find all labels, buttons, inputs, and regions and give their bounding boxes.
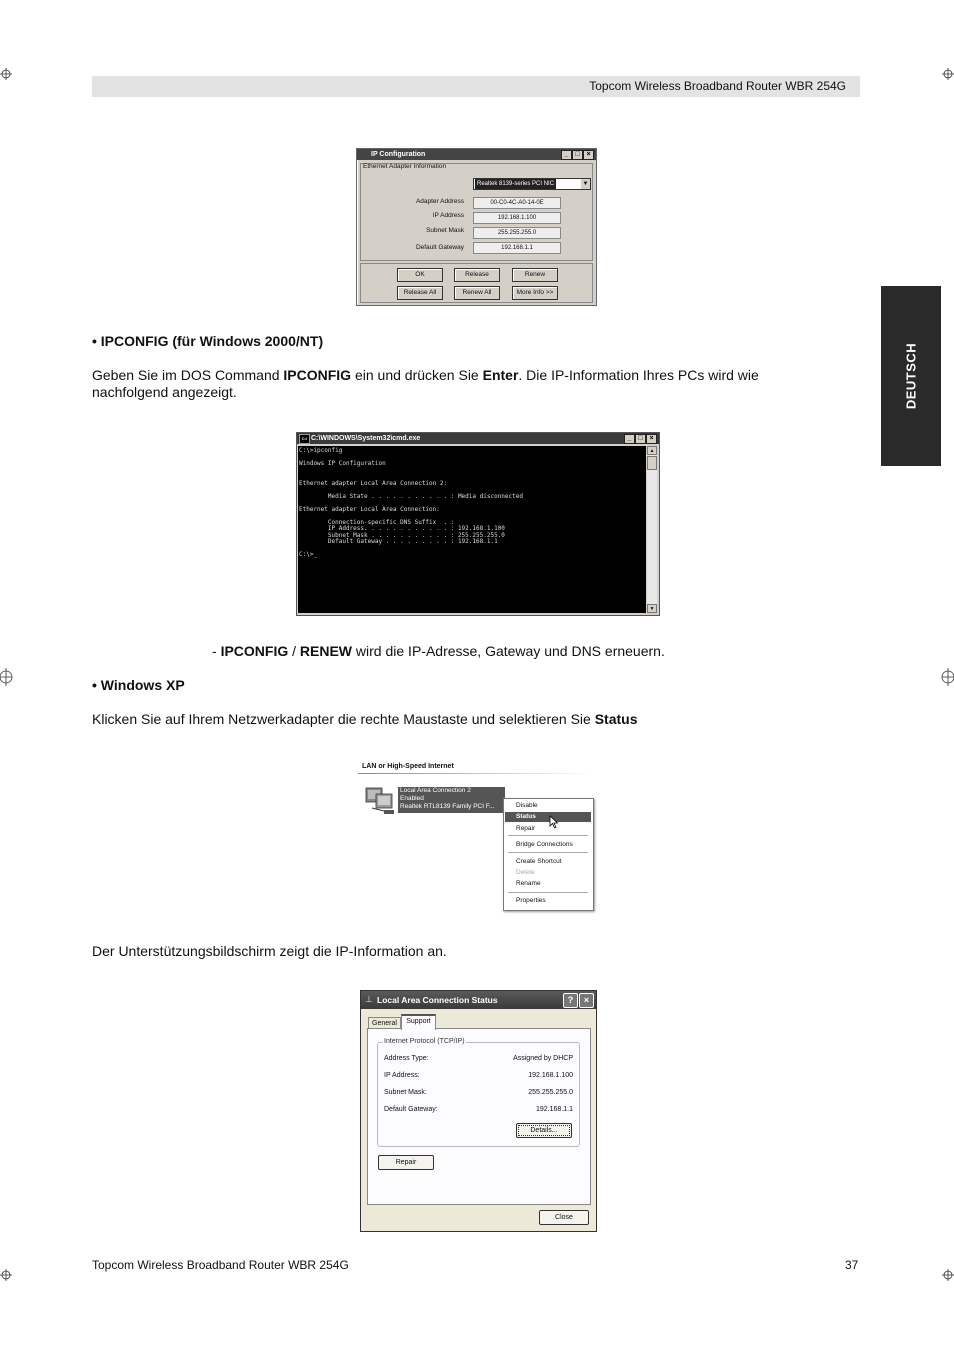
default-gateway-field: 192.168.1.1	[473, 242, 561, 254]
para-bold: Status	[594, 711, 638, 727]
ip-address-label: IP Address:	[384, 1072, 420, 1079]
network-adapter-icon	[364, 784, 398, 816]
more-info-button[interactable]: More Info >>	[512, 286, 558, 300]
scroll-down-icon[interactable]: ▼	[647, 604, 657, 613]
release-all-button[interactable]: Release All	[397, 286, 443, 300]
menu-separator	[508, 852, 588, 853]
ip-address-field: 192.168.1.100	[473, 212, 561, 224]
lan-group-title: LAN or High-Speed Internet	[362, 763, 454, 770]
cmd-line: C:\>_	[299, 551, 318, 558]
language-tab	[881, 286, 941, 466]
renew-paragraph	[212, 643, 665, 660]
para-text: Geben Sie im DOS Command	[92, 367, 284, 383]
group-divider	[358, 773, 594, 774]
close-button[interactable]: Close	[539, 1210, 589, 1225]
network-icon: ⊥	[365, 994, 373, 1004]
close-icon[interactable]: ×	[583, 150, 594, 160]
address-type-value: Assigned by DHCP	[513, 1055, 573, 1062]
adapter-group-label: Ethernet Adapter Information	[363, 163, 447, 170]
cmd-line: C:\>ipconfig	[299, 447, 343, 454]
cmd-title: C:\WINDOWS\System32\cmd.exe	[311, 435, 421, 442]
help-icon[interactable]: ?	[563, 993, 578, 1008]
cmd-line: Default Gateway . . . . . . . . . : 192.168.1.1	[299, 538, 498, 545]
minimize-icon[interactable]: _	[561, 150, 572, 160]
subnet-mask-value: 255.255.255.0	[528, 1089, 573, 1096]
maximize-icon[interactable]: □	[635, 434, 646, 444]
cmd-line: Subnet Mask . . . . . . . . . . . : 255.255.255.0	[299, 531, 505, 539]
page-number: 37	[845, 1258, 859, 1272]
network-connections-shot	[358, 760, 596, 912]
subnet-mask-label: Subnet Mask:	[384, 1089, 427, 1096]
close-icon[interactable]: ×	[646, 434, 657, 444]
tab-general[interactable]: General	[368, 1017, 401, 1029]
ok-button[interactable]: OK	[397, 268, 443, 282]
cmd-line: Ethernet adapter Local Area Connection:	[299, 505, 440, 513]
repair-button[interactable]: Repair	[378, 1155, 434, 1170]
header-title: Topcom Wireless Broadband Router WBR 254G	[589, 79, 846, 93]
status-title: Local Area Connection Status	[377, 995, 498, 1005]
adapter-name: Local Area Connection 2	[400, 787, 471, 794]
menu-item-repair[interactable]: Repair	[516, 825, 536, 832]
support-paragraph: Der Unterstützungsbildschirm zeigt die IP-Information an.	[92, 943, 447, 959]
release-button[interactable]: Release	[454, 268, 500, 282]
adapter-state: Enabled	[400, 795, 424, 802]
ipconfig-paragraph	[92, 367, 822, 401]
footer-title: Topcom Wireless Broadband Router WBR 254G	[92, 1258, 349, 1272]
menu-item-rename[interactable]: Rename	[516, 880, 541, 887]
tcpip-group	[377, 1038, 580, 1147]
adapter-group	[360, 163, 593, 261]
tab-support[interactable]: Support	[401, 1014, 436, 1030]
cmd-line: Media State . . . . . . . . . . . : Media disconnected	[299, 492, 523, 500]
header-bar	[92, 76, 860, 97]
menu-item-bridge[interactable]: Bridge Connections	[516, 841, 573, 848]
menu-item-status[interactable]: Status	[516, 813, 536, 820]
close-icon[interactable]: ×	[579, 993, 594, 1008]
scroll-thumb[interactable]	[647, 456, 657, 470]
menu-separator	[508, 835, 588, 836]
adapter-selection[interactable]	[398, 787, 505, 813]
ip-config-titlebar	[357, 149, 596, 160]
subnet-mask-field: 255.255.255.0	[473, 227, 561, 239]
para-text: . Die IP-Information Ihres PCs wird wie	[518, 367, 759, 383]
para-bold: RENEW	[299, 643, 353, 659]
adapter-select[interactable]	[473, 178, 591, 190]
scroll-up-icon[interactable]: ▲	[647, 446, 657, 455]
para-text: ein und drücken Sie	[351, 367, 483, 383]
menu-item-disable[interactable]: Disable	[516, 802, 538, 809]
para-text: wird die IP-Adresse, Gateway und DNS erneuern.	[352, 643, 665, 659]
adapter-select-value: Realtek 8139-series PCI NIC	[477, 181, 555, 187]
chevron-down-icon[interactable]: ▼	[582, 181, 589, 187]
details-button[interactable]: Details...	[516, 1123, 572, 1138]
button-group	[360, 263, 593, 303]
menu-item-create-shortcut[interactable]: Create Shortcut	[516, 858, 562, 865]
cmd-icon: C:\	[299, 434, 310, 444]
subnet-mask-label: Subnet Mask	[426, 227, 464, 234]
status-titlebar	[361, 991, 596, 1009]
tab-panel	[367, 1028, 591, 1205]
default-gateway-value: 192.168.1.1	[536, 1106, 573, 1113]
menu-item-delete: Delete	[516, 869, 535, 876]
cmd-window	[296, 432, 660, 616]
renew-button[interactable]: Renew	[512, 268, 558, 282]
ip-config-window	[356, 148, 597, 306]
adapter-address-label: Adapter Address	[415, 198, 464, 205]
para-bold: Enter	[482, 367, 519, 383]
renew-all-button[interactable]: Renew All	[454, 286, 500, 300]
minimize-icon[interactable]: _	[624, 434, 635, 444]
cmd-line: Windows IP Configuration	[299, 460, 386, 467]
maximize-icon[interactable]: □	[572, 150, 583, 160]
para-text: Klicken Sie auf Ihrem Netzwerkadapter die rechte Maustaste und selektieren Sie	[92, 711, 595, 727]
tcpip-group-label: Internet Protocol (TCP/IP)	[384, 1038, 465, 1045]
adapter-device: Realtek RTL8139 Family PCI F...	[400, 803, 495, 810]
default-gateway-label: Default Gateway	[415, 244, 464, 251]
menu-separator	[508, 892, 588, 893]
cmd-line: IP Address. . . . . . . . . . . . : 192.168.1.100	[299, 525, 505, 532]
windows-xp-heading: • Windows XP	[92, 677, 185, 693]
menu-item-properties[interactable]: Properties	[516, 897, 546, 904]
windows-xp-paragraph	[92, 711, 638, 728]
status-window	[360, 990, 597, 1232]
para-text: /	[288, 643, 300, 659]
ip-address-label: IP Address	[432, 212, 464, 219]
cmd-titlebar	[297, 433, 659, 444]
language-tab-label: DEUTSCH	[903, 342, 919, 410]
para-text: -	[212, 643, 221, 659]
address-type-label: Address Type:	[384, 1055, 429, 1062]
scrollbar[interactable]	[647, 446, 657, 613]
cmd-output[interactable]	[298, 446, 646, 613]
cmd-line: Ethernet adapter Local Area Connection 2:	[299, 479, 448, 487]
para-text: nachfolgend angezeigt.	[92, 384, 237, 400]
mouse-cursor-icon	[549, 815, 559, 829]
para-bold: IPCONFIG	[220, 643, 289, 659]
adapter-address-field: 00-C0-4C-A0-14-0E	[473, 197, 561, 209]
ipconfig-heading: • IPCONFIG (für Windows 2000/NT)	[92, 333, 324, 349]
ip-address-value: 192.168.1.100	[528, 1072, 573, 1079]
default-gateway-label: Default Gateway:	[384, 1106, 438, 1113]
para-bold: IPCONFIG	[283, 367, 352, 383]
ip-config-title: IP Configuration	[371, 151, 426, 158]
cmd-line: Connection-specific DNS Suffix . :	[299, 518, 455, 526]
